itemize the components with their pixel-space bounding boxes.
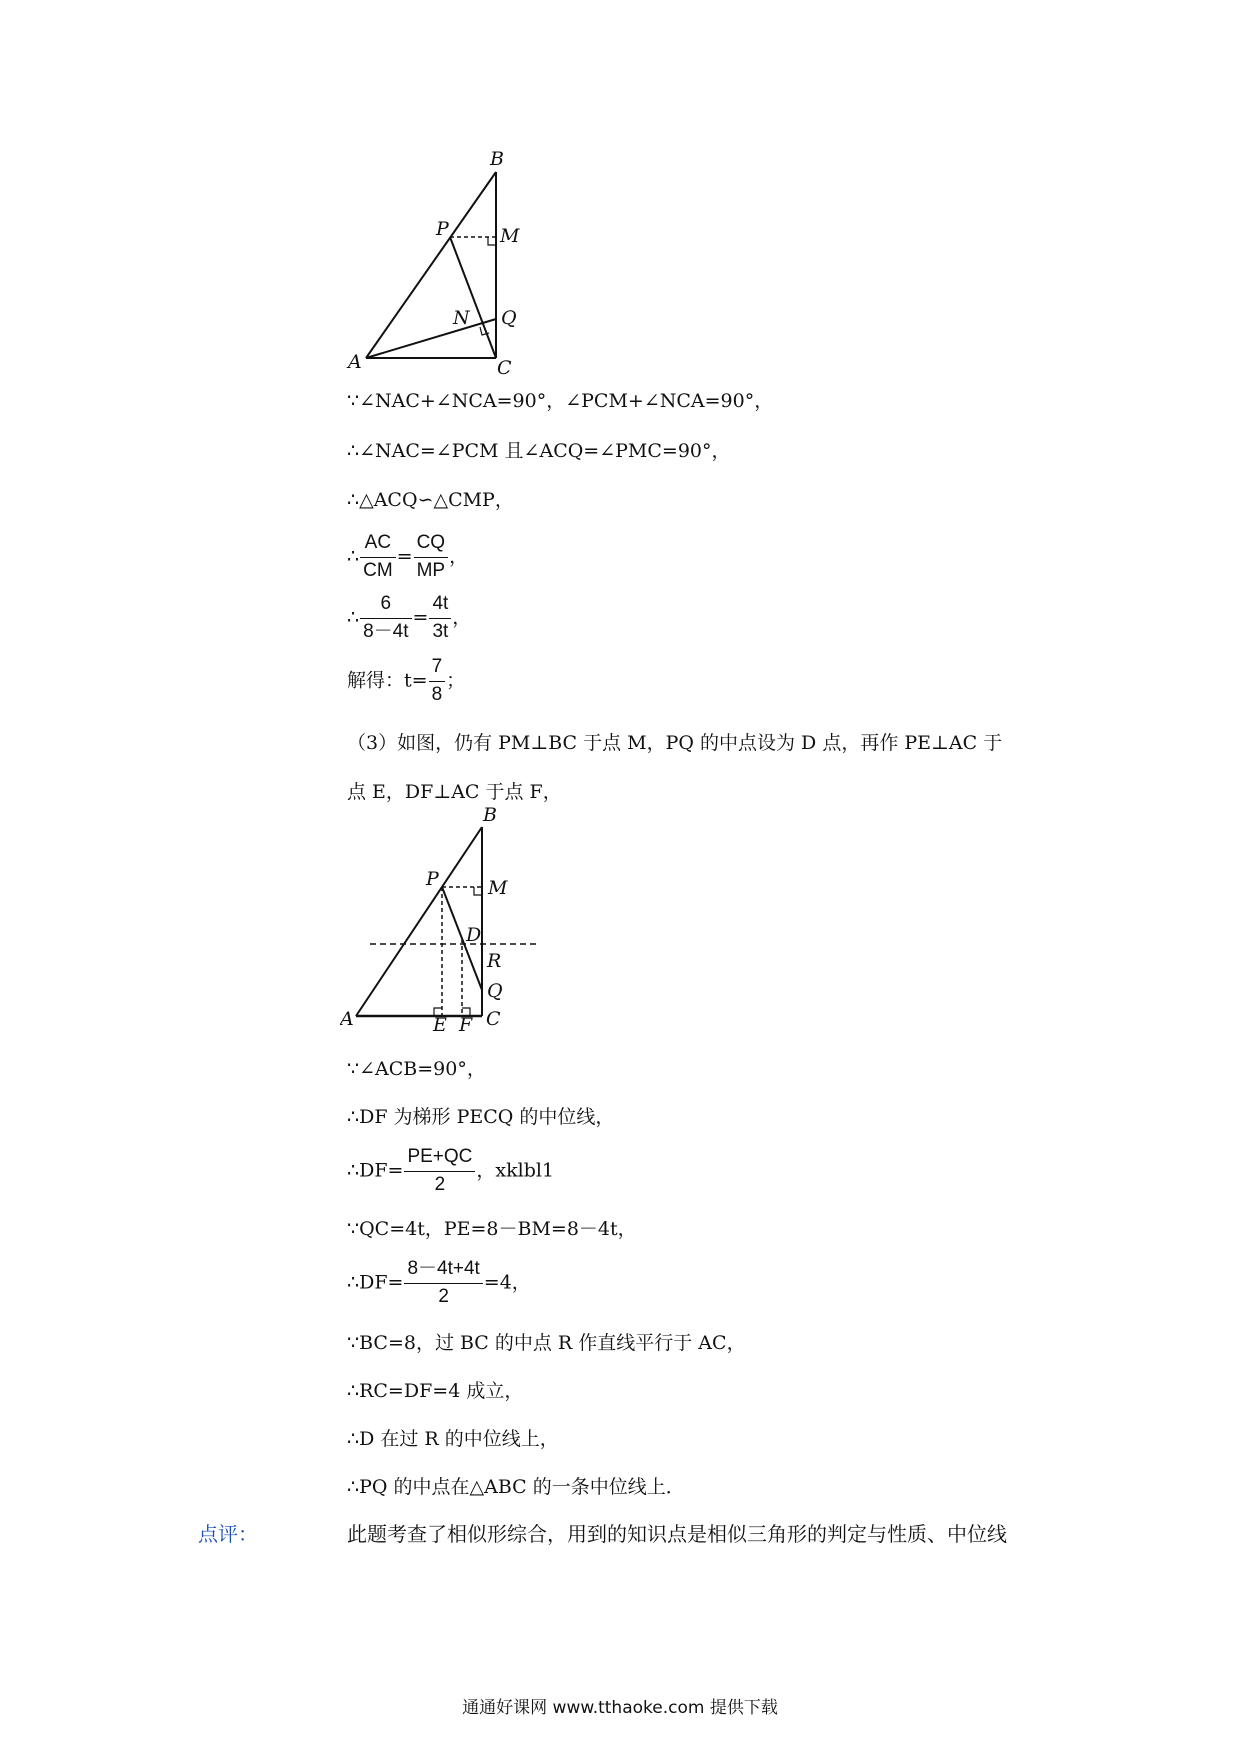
df-prefix: ∴DF= bbox=[347, 1159, 404, 1182]
proof-line-acb: ∵∠ACB=90°， bbox=[347, 1058, 486, 1080]
fraction-numerator: PE+QC bbox=[404, 1146, 475, 1172]
fraction-numerator: CQ bbox=[414, 532, 449, 558]
fraction-denominator: 2 bbox=[434, 1173, 446, 1195]
fig2-label-f: F bbox=[459, 1014, 473, 1035]
df-formula-line bbox=[347, 1146, 554, 1197]
page-footer: 通通好课网 www.tthaoke.com 提供下载 bbox=[462, 1698, 778, 1718]
review-text: 此题考查了相似形综合，用到的知识点是相似三角形的判定与性质、中位线 bbox=[347, 1522, 1007, 1546]
fraction-df-value bbox=[404, 1258, 482, 1309]
fig1-label-a: A bbox=[348, 351, 362, 373]
part3-line-1: （3）如图，仍有 PM⊥BC 于点 M，PQ 的中点设为 D 点，再作 PE⊥AC 于 bbox=[347, 732, 1003, 754]
fig1-label-p: P bbox=[436, 218, 449, 240]
ratio-line-1 bbox=[347, 532, 468, 583]
equals-sign: = bbox=[396, 545, 413, 568]
fraction-denominator: MP bbox=[416, 559, 446, 581]
proof-line-3: ∴△ACQ∽△CMP， bbox=[347, 489, 514, 511]
fraction-denominator: 2 bbox=[438, 1285, 449, 1307]
solve-suffix: ； bbox=[446, 669, 466, 692]
figure-2-triangle bbox=[340, 805, 550, 1035]
proof-line-1: ∵∠NAC+∠NCA=90°，∠PCM+∠NCA=90°， bbox=[347, 390, 774, 412]
fig2-label-e: E bbox=[433, 1014, 447, 1035]
fig2-label-d: D bbox=[466, 924, 482, 946]
fraction-numerator: 4t bbox=[429, 593, 451, 619]
fraction-6-over bbox=[360, 593, 411, 644]
equals-sign: = bbox=[412, 606, 429, 629]
fraction-numerator: 8－4t+4t bbox=[404, 1258, 482, 1284]
fraction-4t-3t bbox=[429, 593, 451, 644]
fig2-label-b: B bbox=[483, 805, 497, 826]
fraction-denominator: 3t bbox=[432, 620, 449, 642]
fraction-denominator: 8 bbox=[431, 683, 443, 705]
ratio2-prefix: ∴ bbox=[347, 606, 360, 629]
proof-line-midline: ∴DF 为梯形 PECQ 的中位线， bbox=[347, 1106, 615, 1128]
fig2-label-a: A bbox=[340, 1008, 354, 1030]
df-value-suffix: =4， bbox=[483, 1271, 531, 1294]
df-value-prefix: ∴DF= bbox=[347, 1271, 404, 1294]
fig1-label-q: Q bbox=[501, 307, 517, 329]
df-value-line bbox=[347, 1258, 531, 1309]
fig1-label-c: C bbox=[497, 357, 512, 379]
ratio1-suffix: ， bbox=[449, 545, 469, 568]
proof-line-rc: ∴RC=DF=4 成立， bbox=[347, 1380, 524, 1402]
fraction-7-8 bbox=[429, 656, 446, 707]
proof-line-bc: ∵BC=8，过 BC 的中点 R 作直线平行于 AC， bbox=[347, 1332, 746, 1354]
fraction-ac-cm bbox=[360, 532, 396, 583]
fraction-denominator: 8－4t bbox=[363, 620, 409, 642]
proof-line-2: ∴∠NAC=∠PCM 且∠ACQ=∠PMC=90°， bbox=[347, 440, 731, 462]
qc-line: ∵QC=4t，PE=8－BM=8－4t， bbox=[347, 1218, 637, 1240]
ratio-line-2 bbox=[347, 593, 471, 644]
fraction-cq-mp bbox=[414, 532, 449, 583]
fig2-label-q: Q bbox=[487, 980, 503, 1002]
fig2-label-m: M bbox=[488, 877, 508, 899]
part3-line-2: 点 E，DF⊥AC 于点 F， bbox=[347, 781, 562, 803]
fig1-label-n: N bbox=[453, 307, 470, 329]
proof-line-d: ∴D 在过 R 的中位线上， bbox=[347, 1428, 559, 1450]
fraction-pe-qc bbox=[404, 1146, 475, 1197]
fig2-label-p: P bbox=[426, 868, 439, 890]
figure-1-triangle bbox=[340, 148, 540, 380]
fig1-label-b: B bbox=[490, 148, 504, 170]
fraction-numerator: 6 bbox=[360, 593, 411, 619]
solve-prefix: 解得：t= bbox=[347, 669, 428, 692]
fig1-label-m: M bbox=[500, 225, 520, 247]
fraction-denominator: CM bbox=[363, 559, 393, 581]
fig2-label-r: R bbox=[487, 950, 502, 972]
fraction-numerator: 7 bbox=[429, 656, 446, 682]
df-suffix: ，xklbl1 bbox=[476, 1159, 555, 1182]
proof-line-conclusion: ∴PQ 的中点在△ABC 的一条中位线上． bbox=[347, 1476, 685, 1498]
review-label: 点评： bbox=[198, 1522, 258, 1546]
ratio2-suffix: ， bbox=[452, 606, 472, 629]
fig2-label-c: C bbox=[486, 1008, 501, 1030]
fraction-numerator: AC bbox=[360, 532, 396, 558]
ratio1-prefix: ∴ bbox=[347, 545, 360, 568]
solve-line bbox=[347, 656, 465, 707]
